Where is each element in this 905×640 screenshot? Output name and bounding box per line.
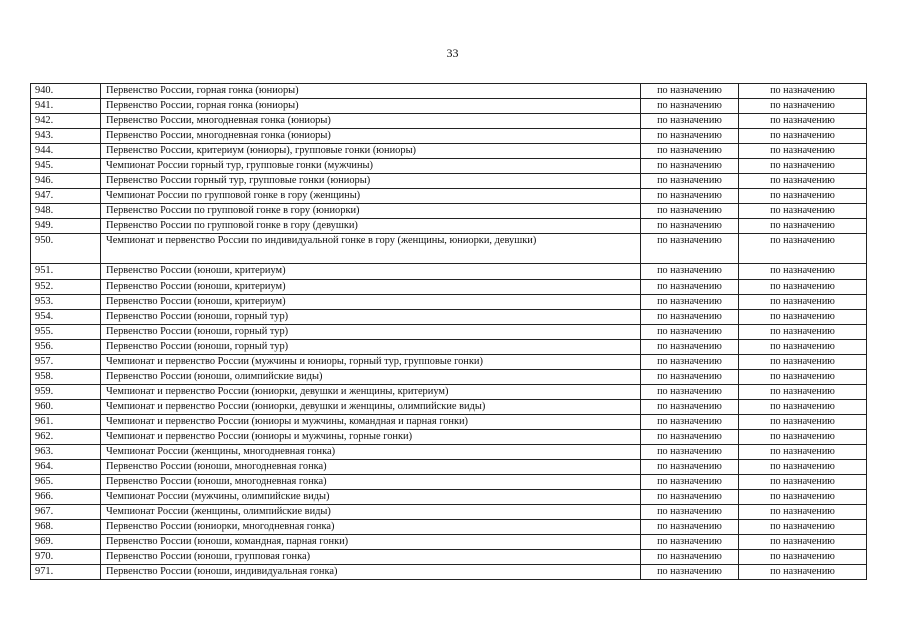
row-number: 962. (31, 429, 101, 444)
date-cell: по назначению (641, 339, 739, 354)
competition-name: Первенство России (юноши, горный тур) (101, 324, 641, 339)
place-cell: по назначению (739, 84, 867, 99)
table-row (31, 475, 867, 490)
competition-name: Чемпионат России (женщины, олимпийские виды) (101, 505, 641, 520)
place-cell: по назначению (739, 114, 867, 129)
place-cell: по назначению (739, 354, 867, 369)
row-number: 965. (31, 475, 101, 490)
row-number: 950. (31, 234, 101, 264)
table-row (31, 550, 867, 565)
competition-name: Первенство России (юноши, индивидуальная гонка) (101, 565, 641, 580)
competition-name: Первенство России (юниорки, многодневная гонка) (101, 520, 641, 535)
table-body (31, 84, 867, 580)
place-cell: по назначению (739, 565, 867, 580)
table-row (31, 399, 867, 414)
date-cell: по назначению (641, 490, 739, 505)
table-row (31, 535, 867, 550)
row-number: 951. (31, 264, 101, 279)
place-cell: по назначению (739, 399, 867, 414)
date-cell: по назначению (641, 279, 739, 294)
competition-name: Чемпионат России (женщины, многодневная гонка) (101, 445, 641, 460)
date-cell: по назначению (641, 369, 739, 384)
date-cell: по назначению (641, 234, 739, 264)
table-row (31, 445, 867, 460)
table-row (31, 204, 867, 219)
row-number: 968. (31, 520, 101, 535)
table-row (31, 429, 867, 444)
date-cell: по назначению (641, 294, 739, 309)
competition-name: Первенство России (юноши, горный тур) (101, 309, 641, 324)
table-row (31, 414, 867, 429)
row-number: 940. (31, 84, 101, 99)
date-cell: по назначению (641, 189, 739, 204)
competition-name: Первенство России (юноши, критериум) (101, 294, 641, 309)
row-number: 970. (31, 550, 101, 565)
table-row (31, 234, 867, 264)
row-number: 966. (31, 490, 101, 505)
place-cell: по назначению (739, 144, 867, 159)
table-row (31, 339, 867, 354)
row-number: 963. (31, 445, 101, 460)
place-cell: по назначению (739, 339, 867, 354)
row-number: 961. (31, 414, 101, 429)
table-row (31, 505, 867, 520)
table-row (31, 520, 867, 535)
place-cell: по назначению (739, 475, 867, 490)
table-row (31, 114, 867, 129)
row-number: 959. (31, 384, 101, 399)
date-cell: по назначению (641, 324, 739, 339)
table-row (31, 490, 867, 505)
place-cell: по назначению (739, 505, 867, 520)
table-row (31, 129, 867, 144)
row-number: 952. (31, 279, 101, 294)
table-row (31, 565, 867, 580)
row-number: 949. (31, 219, 101, 234)
row-number: 958. (31, 369, 101, 384)
date-cell: по назначению (641, 475, 739, 490)
place-cell: по назначению (739, 99, 867, 114)
place-cell: по назначению (739, 490, 867, 505)
competition-name: Первенство России (юноши, многодневная гонка) (101, 475, 641, 490)
page-number: 33 (446, 46, 459, 60)
date-cell: по назначению (641, 204, 739, 219)
date-cell: по назначению (641, 535, 739, 550)
date-cell: по назначению (641, 429, 739, 444)
competition-name: Чемпионат и первенство России (юниорки, девушки и женщины, критериум) (101, 384, 641, 399)
row-number: 967. (31, 505, 101, 520)
table-row (31, 384, 867, 399)
table-row (31, 279, 867, 294)
competition-name: Чемпионат и первенство России (юниоры и мужчины, командная и парная гонки) (101, 414, 641, 429)
place-cell: по назначению (739, 414, 867, 429)
date-cell: по назначению (641, 460, 739, 475)
competition-name: Первенство России, горная гонка (юниоры) (101, 84, 641, 99)
date-cell: по назначению (641, 414, 739, 429)
place-cell: по назначению (739, 294, 867, 309)
date-cell: по назначению (641, 384, 739, 399)
competition-name: Первенство России (юноши, многодневная гонка) (101, 460, 641, 475)
table-row (31, 174, 867, 189)
table-row (31, 294, 867, 309)
date-cell: по назначению (641, 505, 739, 520)
place-cell: по назначению (739, 384, 867, 399)
competition-name: Чемпионат России (мужчины, олимпийские виды) (101, 490, 641, 505)
place-cell: по назначению (739, 159, 867, 174)
row-number: 956. (31, 339, 101, 354)
place-cell: по назначению (739, 550, 867, 565)
place-cell: по назначению (739, 324, 867, 339)
date-cell: по назначению (641, 219, 739, 234)
place-cell: по назначению (739, 189, 867, 204)
row-number: 957. (31, 354, 101, 369)
place-cell: по назначению (739, 535, 867, 550)
date-cell: по назначению (641, 84, 739, 99)
row-number: 969. (31, 535, 101, 550)
competition-name: Первенство России горный тур, групповые гонки (юниоры) (101, 174, 641, 189)
date-cell: по назначению (641, 99, 739, 114)
competition-name: Чемпионат и первенство России по индивидуальной гонке в гору (женщины, юниорки, девушки) (101, 234, 641, 264)
table-row (31, 159, 867, 174)
row-number: 945. (31, 159, 101, 174)
competition-name: Первенство России, многодневная гонка (юниоры) (101, 129, 641, 144)
table-row (31, 324, 867, 339)
competition-name: Первенство России (юноши, критериум) (101, 264, 641, 279)
place-cell: по назначению (739, 264, 867, 279)
competition-name: Чемпионат и первенство России (юниоры и мужчины, горные гонки) (101, 429, 641, 444)
place-cell: по назначению (739, 460, 867, 475)
date-cell: по назначению (641, 264, 739, 279)
competition-name: Чемпионат России горный тур, групповые гонки (мужчины) (101, 159, 641, 174)
table-row (31, 189, 867, 204)
row-number: 946. (31, 174, 101, 189)
table-row (31, 460, 867, 475)
row-number: 955. (31, 324, 101, 339)
date-cell: по назначению (641, 144, 739, 159)
place-cell: по назначению (739, 204, 867, 219)
competition-name: Чемпионат России по групповой гонке в гору (женщины) (101, 189, 641, 204)
date-cell: по назначению (641, 309, 739, 324)
row-number: 953. (31, 294, 101, 309)
table-row (31, 219, 867, 234)
place-cell: по назначению (739, 445, 867, 460)
table-row (31, 144, 867, 159)
competition-name: Первенство России (юноши, групповая гонка) (101, 550, 641, 565)
place-cell: по назначению (739, 429, 867, 444)
date-cell: по назначению (641, 520, 739, 535)
competition-name: Первенство России, критериум (юниоры), групповые гонки (юниоры) (101, 144, 641, 159)
table-row (31, 99, 867, 114)
row-number: 964. (31, 460, 101, 475)
date-cell: по назначению (641, 445, 739, 460)
row-number: 954. (31, 309, 101, 324)
place-cell: по назначению (739, 309, 867, 324)
date-cell: по назначению (641, 399, 739, 414)
date-cell: по назначению (641, 354, 739, 369)
place-cell: по назначению (739, 279, 867, 294)
table-row (31, 369, 867, 384)
row-number: 948. (31, 204, 101, 219)
place-cell: по назначению (739, 520, 867, 535)
competition-name: Первенство России, горная гонка (юниоры) (101, 99, 641, 114)
row-number: 944. (31, 144, 101, 159)
row-number: 941. (31, 99, 101, 114)
competition-name: Первенство России (юноши, критериум) (101, 279, 641, 294)
row-number: 943. (31, 129, 101, 144)
place-cell: по назначению (739, 129, 867, 144)
competition-name: Чемпионат и первенство России (юниорки, девушки и женщины, олимпийские виды) (101, 399, 641, 414)
date-cell: по назначению (641, 565, 739, 580)
date-cell: по назначению (641, 114, 739, 129)
row-number: 971. (31, 565, 101, 580)
place-cell: по назначению (739, 234, 867, 264)
row-number: 960. (31, 399, 101, 414)
table-row (31, 354, 867, 369)
date-cell: по назначению (641, 550, 739, 565)
place-cell: по назначению (739, 369, 867, 384)
competition-name: Первенство России (юноши, олимпийские виды) (101, 369, 641, 384)
place-cell: по назначению (739, 174, 867, 189)
place-cell: по назначению (739, 219, 867, 234)
competition-table (30, 83, 867, 580)
date-cell: по назначению (641, 129, 739, 144)
competition-name: Первенство России (юноши, командная, парная гонки) (101, 535, 641, 550)
competition-name: Чемпионат и первенство России (мужчины и юниоры, горный тур, групповые гонки) (101, 354, 641, 369)
competition-name: Первенство России по групповой гонке в гору (девушки) (101, 219, 641, 234)
table-row (31, 264, 867, 279)
table-row (31, 309, 867, 324)
table-row (31, 84, 867, 99)
row-number: 947. (31, 189, 101, 204)
competition-name: Первенство России по групповой гонке в гору (юниорки) (101, 204, 641, 219)
competition-name: Первенство России, многодневная гонка (юниоры) (101, 114, 641, 129)
row-number: 942. (31, 114, 101, 129)
competition-name: Первенство России (юноши, горный тур) (101, 339, 641, 354)
date-cell: по назначению (641, 174, 739, 189)
date-cell: по назначению (641, 159, 739, 174)
